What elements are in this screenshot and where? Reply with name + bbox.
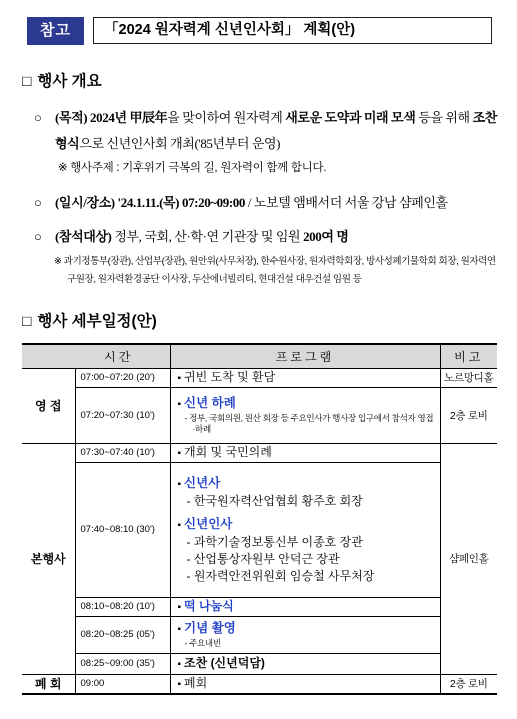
note-cell: 2층 로비 — [440, 674, 497, 694]
purpose-part: 조찬형식 — [55, 110, 497, 151]
attendees-label: (참석대상) — [55, 229, 112, 244]
program-cell — [170, 616, 440, 653]
time-cell: 08:10~08:20 (10') — [75, 597, 170, 616]
program-title: 폐회 — [184, 675, 208, 690]
group-label-welcome: 영 접 — [22, 368, 75, 443]
program-cell — [170, 597, 440, 616]
program-title: 떡 나눔식 — [184, 598, 234, 613]
time-cell: 07:30~07:40 (10') — [75, 443, 170, 462]
circle-bullet-icon: ○ — [34, 110, 42, 125]
square-bullet-icon: ▪ — [177, 658, 182, 670]
square-bullet-icon: ▪ — [177, 399, 182, 410]
table-row — [22, 674, 497, 694]
square-bullet-icon: ▪ — [177, 478, 182, 490]
program-cell — [170, 368, 440, 387]
table-row — [22, 443, 497, 462]
program-cell — [170, 387, 440, 443]
program-title: 기념 촬영 — [184, 621, 236, 635]
table-row — [22, 597, 497, 616]
program-cell — [170, 674, 440, 694]
purpose-text — [55, 105, 502, 157]
purpose-part: 으로 신년인사회 개최('85년부터 운영) — [79, 136, 281, 151]
time-cell: 07:00~07:20 (20') — [75, 368, 170, 387]
circle-bullet-icon: ○ — [34, 229, 42, 244]
note-cell: 2층 로비 — [440, 387, 497, 443]
square-bullet-icon: ▪ — [177, 678, 182, 690]
column-header-time: 시간 — [22, 344, 170, 368]
square-marker-icon: □ — [22, 73, 32, 90]
datetime-value: '24.1.11.(목) 07:20~09:00 — [114, 195, 245, 210]
datetime-place-text — [55, 190, 502, 216]
overview-item-purpose — [22, 105, 502, 157]
time-cell: 08:25~09:00 (35') — [75, 653, 170, 674]
program-cell — [170, 462, 440, 597]
square-bullet-icon: ▪ — [177, 372, 182, 384]
column-header-note: 비고 — [440, 344, 497, 368]
square-bullet-icon: ▪ — [177, 519, 182, 531]
program-cell — [170, 653, 440, 674]
program-title: 신년사 — [184, 475, 221, 490]
time-cell: 09:00 — [75, 674, 170, 694]
note-cell: 샴페인홀 — [440, 443, 497, 674]
program-title-line — [178, 516, 434, 534]
program-title: 개회 및 국민의례 — [184, 444, 272, 459]
section-title-overview: 행사 개요 — [37, 73, 102, 90]
table-row — [22, 616, 497, 653]
purpose-part: 새로운 도약과 미래 모색 — [285, 110, 416, 125]
attendees-text — [55, 224, 502, 250]
table-row — [22, 387, 497, 443]
speaker-line: - 과학기술정보통신부 이종호 장관 — [186, 534, 363, 549]
reference-badge: 참고 — [27, 17, 84, 45]
table-row — [22, 653, 497, 674]
program-title: 귀빈 도착 및 환담 — [184, 369, 276, 384]
square-marker-icon: □ — [22, 313, 32, 330]
group-label-close: 폐 회 — [22, 674, 75, 694]
note-cell: 노르망디홀 — [440, 368, 497, 387]
program-title-line — [178, 620, 434, 638]
circle-bullet-icon: ○ — [34, 195, 42, 210]
purpose-part: 을 맞이하여 원자력계 — [167, 110, 286, 125]
program-title-line — [178, 475, 434, 493]
datetime-place-label: (일시/장소) — [55, 195, 115, 210]
square-bullet-icon: ▪ — [177, 624, 182, 635]
group-label-main: 본행사 — [22, 443, 75, 674]
table-header-row — [22, 344, 497, 368]
time-cell: 07:20~07:30 (10') — [75, 387, 170, 443]
attendees-note: ※ 과기정통부(장관), 산업부(장관), 원안위(사무처장), 한수원사장, 원자력학회장, 방사성폐기물학회 회장, 원자력연구원장, 원자력환경공단 이사장, 두산에너빌리티, 현대건설 대우건설 임원 등 — [54, 256, 496, 285]
program-cell — [170, 443, 440, 462]
attendees-part: 정부, 국회, 산·학·연 기관장 및 임원 — [111, 229, 304, 244]
program-title: 조찬 (신년덕담) — [184, 655, 265, 670]
document-title: 「2024 원자력계 신년인사회」 계획(안) — [93, 17, 492, 44]
section-title-schedule: 행사 세부일정(안) — [37, 313, 157, 330]
theme-note: ※ 행사주제 : 기후위기 극복의 길, 원자력이 함께 합니다. — [58, 162, 327, 174]
time-cell: 07:40~08:10 (30') — [75, 462, 170, 597]
square-bullet-icon: ▪ — [177, 601, 182, 613]
table-row — [22, 462, 497, 597]
program-title: 신년인사 — [184, 516, 233, 531]
speaker-line: - 원자력안전위원회 임승철 사무처장 — [186, 568, 375, 583]
section-heading-overview — [22, 72, 102, 92]
overview-list — [22, 105, 502, 289]
program-detail: - 정부, 국회의원, 원산 회장 등 주요인사가 행사장 입구에서 참석자 영접·하례 — [184, 413, 434, 434]
speaker-line: - 한국원자력산업협회 황주호 회장 — [186, 493, 363, 508]
section-heading-schedule — [22, 312, 157, 332]
program-detail: - 주요내빈 — [184, 638, 221, 648]
purpose-part: 2024년 甲辰年 — [87, 110, 168, 125]
schedule-table — [22, 343, 497, 695]
table-row — [22, 368, 497, 387]
purpose-label: (목적) — [55, 110, 88, 125]
square-bullet-icon: ▪ — [177, 447, 182, 459]
purpose-part: 등을 위해 — [415, 110, 473, 125]
speaker-line: - 산업통상자원부 안덕근 장관 — [186, 551, 340, 566]
column-header-program: 프로그램 — [170, 344, 440, 368]
place-value: / 노보텔 앰배서더 서울 강남 샴페인홀 — [244, 195, 448, 210]
overview-item-datetime-place — [22, 190, 502, 216]
overview-item-attendees — [22, 224, 502, 250]
attendees-count: 200여 명 — [303, 229, 349, 244]
program-title-line — [178, 395, 434, 413]
time-cell: 08:20~08:25 (05') — [75, 616, 170, 653]
program-title: 신년 하례 — [184, 396, 236, 410]
